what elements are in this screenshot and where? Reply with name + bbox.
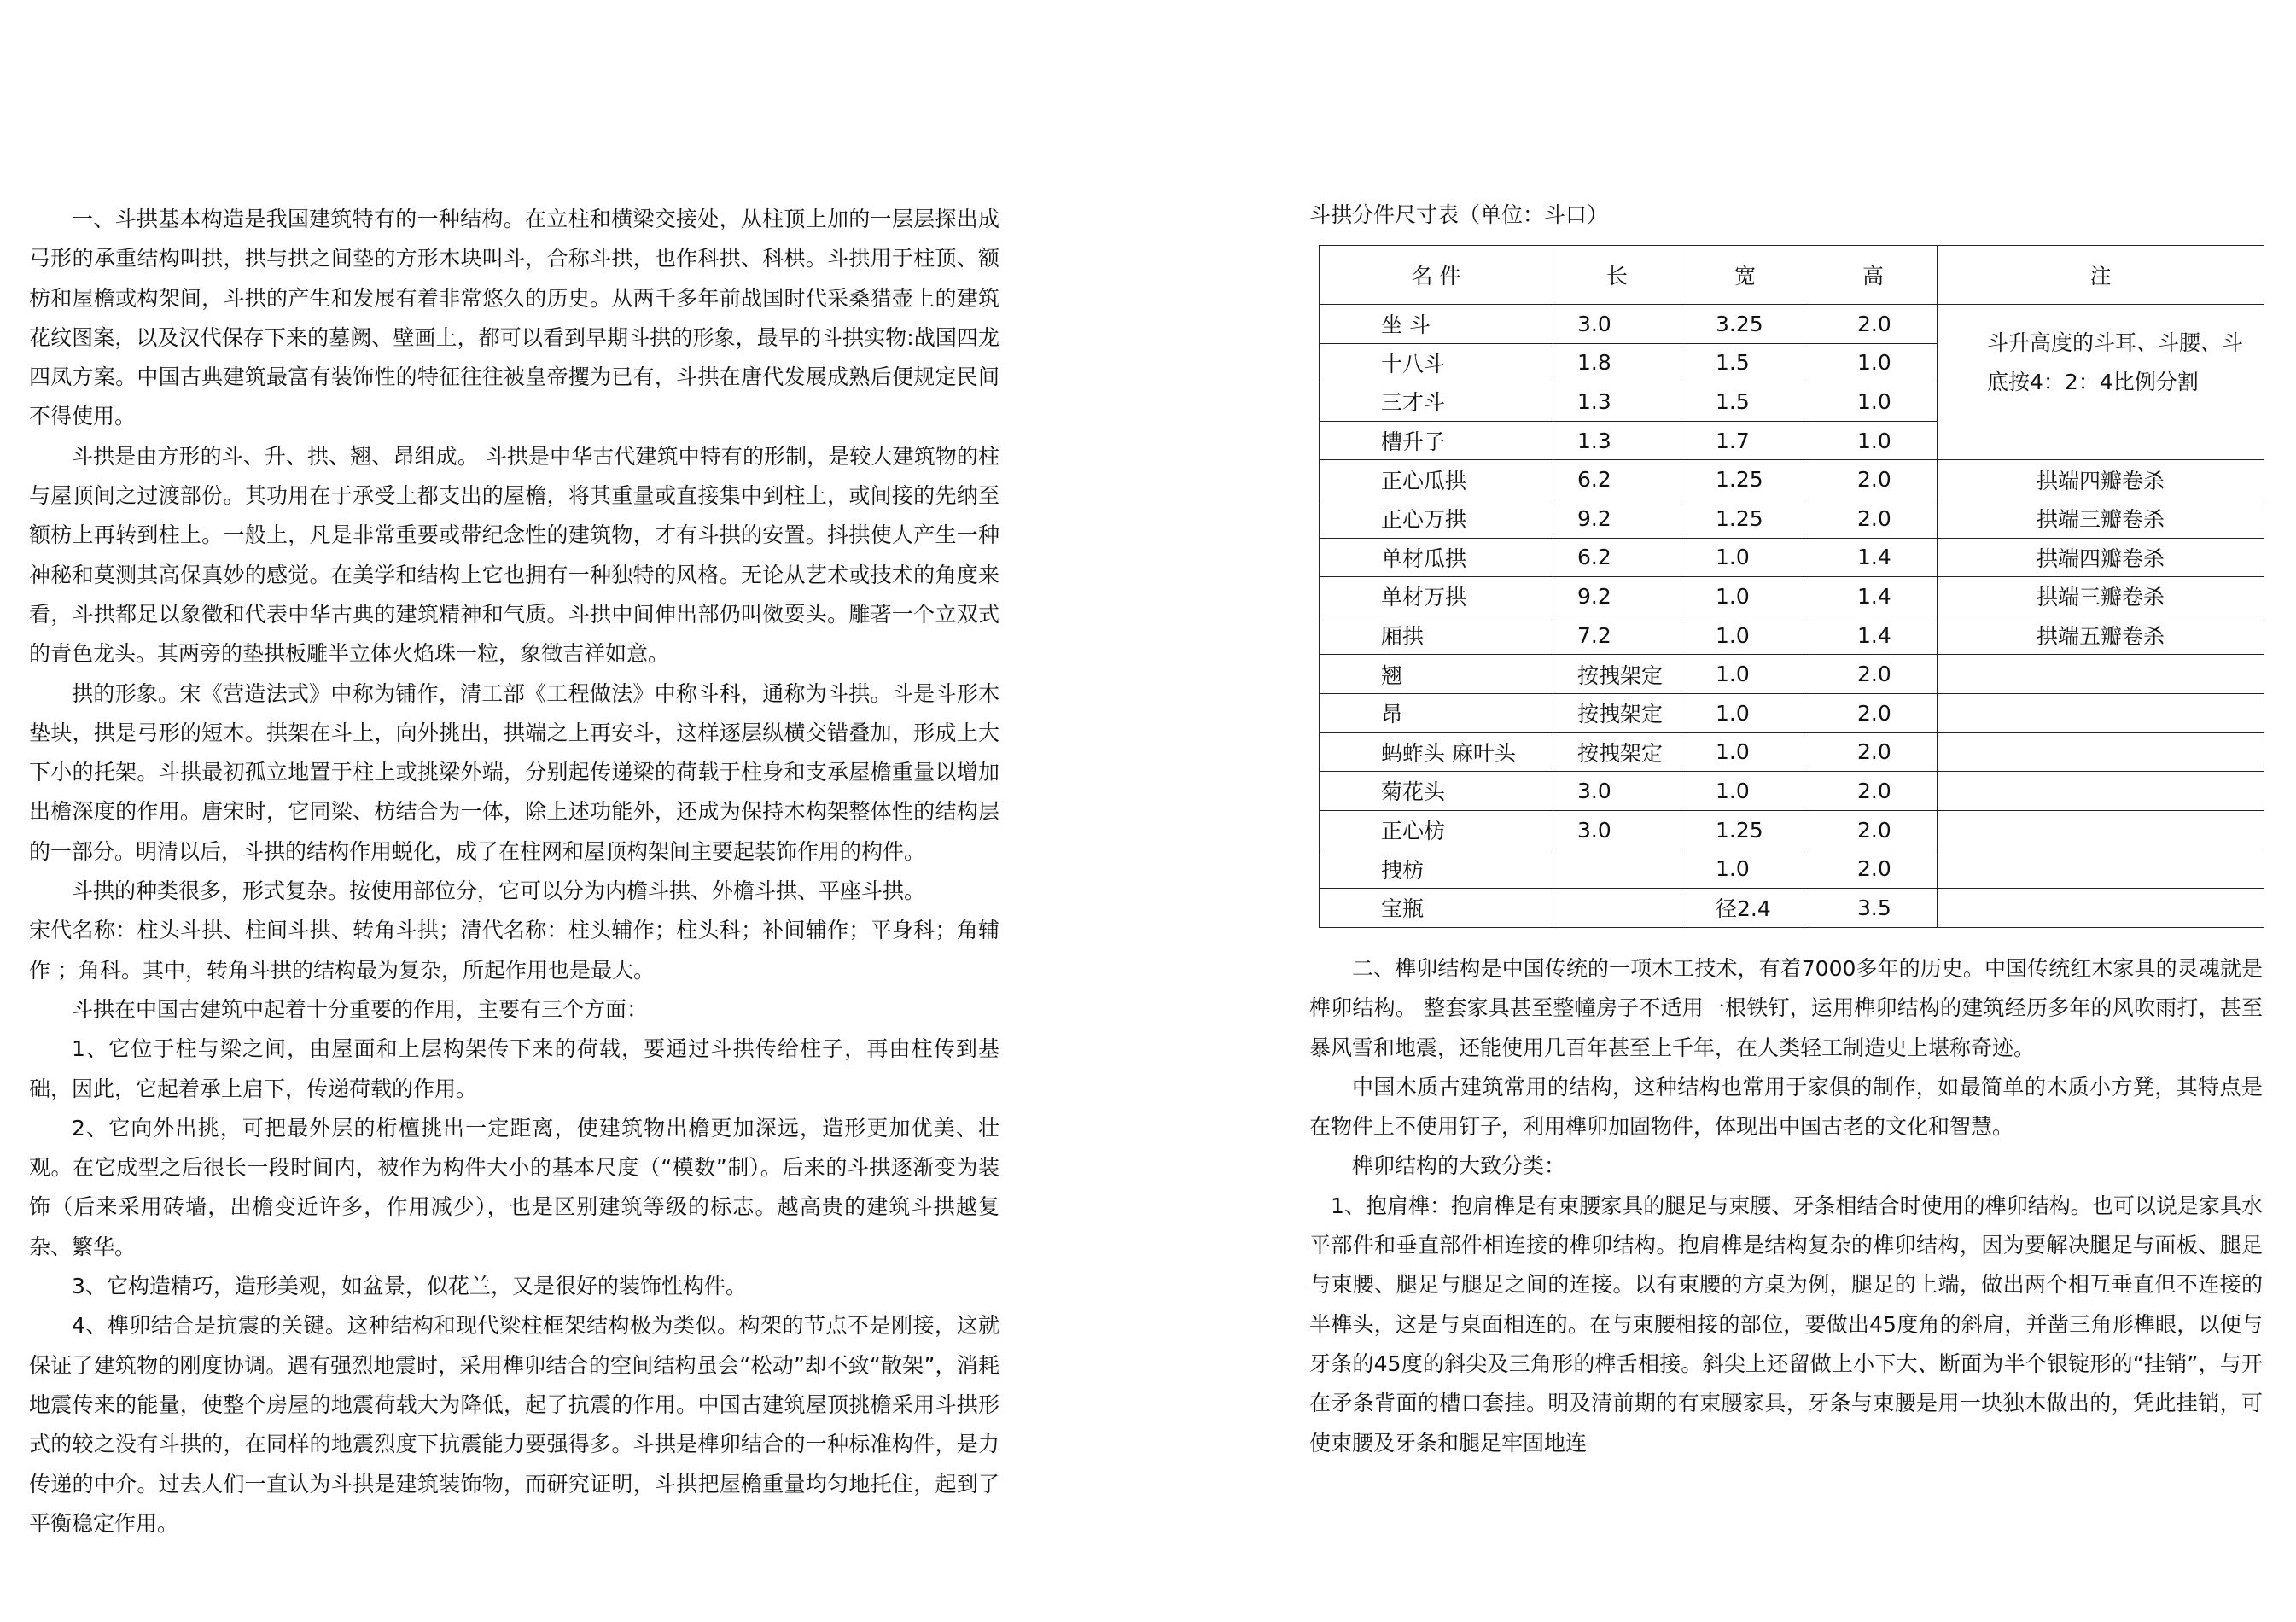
table-row bbox=[1320, 655, 2264, 694]
cell-height: 2.0 bbox=[1809, 499, 1938, 538]
cell-width: 1.0 bbox=[1681, 616, 1809, 655]
cell-width: 1.0 bbox=[1681, 655, 1809, 694]
cell-width: 1.0 bbox=[1681, 577, 1809, 616]
paragraph: 斗拱是由方形的斗、升、拱、翘、昂组成。 斗拱是中华古代建筑中特有的形制，是较大建筑物的柱与屋顶间之过渡部份。其功用在于承受上都支出的屋檐，将其重量或直接集中到柱上，或间接的先纳至额枋上再转到柱上。一般上，凡是非常重要或带纪念性的建筑物，才有斗拱的安置。抖拱使人产生一种神秘和莫测其高保真妙的感觉。在美学和结构上它也拥有一种独特的风格。无论从艺术或技术的角度来看，斗拱都足以象徵和代表中华古典的建筑精神和气质。斗拱中间伸出部仍叫傚耍头。雕著一个立双式的青色龙头。其两旁的垫拱板雕半立体火焰珠一粒，象徵吉祥如意。 bbox=[29, 443, 999, 667]
header-height: 高 bbox=[1809, 246, 1938, 305]
cell-height: 2.0 bbox=[1809, 810, 1938, 849]
table-caption: 斗拱分件尺寸表（单位：斗口） bbox=[1309, 202, 1609, 227]
cell-height: 1.4 bbox=[1809, 577, 1938, 616]
cell-length: 3.0 bbox=[1553, 810, 1681, 849]
header-name: 名 件 bbox=[1320, 246, 1553, 305]
cell-length: 9.2 bbox=[1553, 499, 1681, 538]
cell-length: 按拽架定 bbox=[1553, 732, 1681, 772]
cell-note bbox=[1938, 732, 2264, 772]
cell-name: 正心万拱 bbox=[1320, 499, 1553, 538]
cell-height: 2.0 bbox=[1809, 732, 1938, 772]
table-row bbox=[1320, 849, 2264, 889]
table-row bbox=[1320, 577, 2264, 616]
paragraph: 斗拱的种类很多，形式复杂。按使用部位分，它可以分为内檐斗拱、外檐斗拱、平座斗拱。 bbox=[72, 878, 926, 904]
cell-name: 翘 bbox=[1320, 655, 1553, 694]
cell-height: 1.0 bbox=[1809, 382, 1938, 422]
cell-note: 拱端五瓣卷杀 bbox=[1938, 616, 2264, 655]
cell-width: 1.7 bbox=[1681, 421, 1809, 460]
header-width: 宽 bbox=[1681, 246, 1809, 305]
cell-height: 2.0 bbox=[1809, 655, 1938, 694]
table-row bbox=[1320, 460, 2264, 499]
table-row bbox=[1320, 499, 2264, 538]
paragraph: 3、它构造精巧，造形美观，如盆景，似花兰，又是很好的装饰性构件。 bbox=[72, 1274, 747, 1299]
cell-height: 2.0 bbox=[1809, 849, 1938, 889]
paragraph: 拱的形象。宋《营造法式》中称为铺作，清工部《工程做法》中称斗科，通称为斗拱。斗是斗形木垫块，拱是弓形的短木。拱架在斗上，向外挑出，拱端之上再安斗，这样逐层纵横交错叠加，形成上大下小的托架。斗拱最初孤立地置于柱上或挑梁外端，分别起传递梁的荷载于柱身和支承屋檐重量以增加出檐深度的作用。唐宋时，它同梁、枋结合为一体，除上述功能外，还成为保持木构架整体性的结构层的一部分。明清以后，斗拱的结构作用蜕化，成了在柱网和屋顶构架间主要起装饰作用的构件。 bbox=[29, 680, 999, 864]
header-length: 长 bbox=[1553, 246, 1681, 305]
cell-height: 2.0 bbox=[1809, 460, 1938, 499]
paragraph: 1、抱肩榫：抱肩榫是有束腰家具的腿足与束腰、牙条相结合时使用的榫卯结构。也可以说是家具水平部件和垂直部件相连接的榫卯结构。抱肩榫是结构复杂的榫卯结构，因为要解决腿足与面板、腿足与束腰、腿足与腿足之间的连接。以有束腰的方桌为例，腿足的上端，做出两个相互垂直但不连接的半榫头，这是与桌面相连的。在与束腰相接的部位，要做出45度角的斜肩，并凿三角形榫眼，以便与牙条的45度的斜尖及三角形的榫舌相接。斜尖上还留做上小下大、断面为半个银锭形的“挂销”，与开在矛条背面的槽口套挂。明及清前期的有束腰家具，牙条与束腰是用一块独木做出的，凭此挂销，可使束腰及牙条和腿足牢固地连 bbox=[1309, 1193, 2263, 1456]
paragraph: 一、斗拱基本构造是我国建筑特有的一种结构。在立柱和横梁交接处，从柱顶上加的一层层探出成弓形的承重结构叫拱，拱与拱之间垫的方形木块叫斗，合称斗拱，也作科拱、科栱。斗拱用于柱顶、额枋和屋檐或构架间，斗拱的产生和发展有着非常悠久的历史。从两千多年前战国时代采桑猎壶上的建筑花纹图案，以及汉代保存下来的墓阙、壁画上，都可以看到早期斗拱的形象，最早的斗拱实物:战国四龙四凤方案。中国古典建筑最富有装饰性的特征往往被皇帝攫为已有，斗拱在唐代发展成熟后便规定民间不得使用。 bbox=[29, 207, 999, 429]
paragraph: 2、它向外出挑，可把最外层的桁檀挑出一定距离，使建筑物出檐更加深远，造形更加优美、壮观。在它成型之后很长一段时间内，被作为构件大小的基本尺度（“模数”制）。后来的斗拱逐渐变为装饰（后来采用砖墙，出檐变近许多，作用减少），也是区别建筑等级的标志。越高贵的建筑斗拱越复杂、繁华。 bbox=[29, 1115, 999, 1259]
cell-note: 拱端三瓣卷杀 bbox=[1938, 499, 2264, 538]
cell-note-merged: 斗升高度的斗耳、斗腰、斗底按4：2：4比例分割 bbox=[1938, 305, 2264, 460]
cell-width: 1.0 bbox=[1681, 772, 1809, 811]
header-note: 注 bbox=[1938, 246, 2264, 305]
cell-length bbox=[1553, 849, 1681, 889]
cell-length: 3.0 bbox=[1553, 305, 1681, 344]
paragraph: 榫卯结构的大致分类： bbox=[1352, 1153, 1566, 1179]
table-row bbox=[1320, 538, 2264, 577]
cell-length: 1.8 bbox=[1553, 343, 1681, 382]
cell-width: 1.0 bbox=[1681, 693, 1809, 732]
cell-note: 拱端四瓣卷杀 bbox=[1938, 538, 2264, 577]
cell-height: 1.0 bbox=[1809, 421, 1938, 460]
cell-width: 1.5 bbox=[1681, 343, 1809, 382]
cell-name: 拽枋 bbox=[1320, 849, 1553, 889]
cell-length: 按拽架定 bbox=[1553, 655, 1681, 694]
cell-width: 1.0 bbox=[1681, 849, 1809, 889]
cell-note: 拱端四瓣卷杀 bbox=[1938, 460, 2264, 499]
paragraph: 斗拱在中国古建筑中起着十分重要的作用，主要有三个方面： bbox=[72, 996, 649, 1022]
cell-name: 蚂蚱头 麻叶头 bbox=[1320, 732, 1553, 772]
table-row bbox=[1320, 888, 2264, 927]
cell-note bbox=[1938, 849, 2264, 889]
cell-length bbox=[1553, 888, 1681, 927]
paragraph: 1、它位于柱与梁之间，由屋面和上层构架传下来的荷载，要通过斗拱传给柱子，再由柱传到基础，因此，它起着承上启下，传递荷载的作用。 bbox=[29, 1036, 999, 1101]
table-row bbox=[1320, 693, 2264, 732]
cell-name: 单材万拱 bbox=[1320, 577, 1553, 616]
cell-height: 2.0 bbox=[1809, 693, 1938, 732]
cell-width: 1.0 bbox=[1681, 538, 1809, 577]
cell-name: 厢拱 bbox=[1320, 616, 1553, 655]
cell-name: 宝瓶 bbox=[1320, 888, 1553, 927]
paragraph: 4、榫卯结合是抗震的关键。这种结构和现代梁柱框架结构极为类似。构架的节点不是刚接，这就保证了建筑物的刚度协调。遇有强烈地震时，采用榫卯结合的空间结构虽会“松动”却不致“散架”，消耗地震传来的能量，使整个房屋的地震荷载大为降低，起了抗震的作用。中国古建筑屋顶挑檐采用斗拱形式的较之没有斗拱的，在同样的地震烈度下抗震能力要强得多。斗拱是榫卯结合的一种标准构件，是力传递的中介。过去人们一直认为斗拱是建筑装饰物，而研究证明，斗拱把屋檐重量均匀地托住，起到了平衡稳定作用。 bbox=[29, 1313, 999, 1536]
cell-height: 1.4 bbox=[1809, 616, 1938, 655]
cell-width: 径2.4 bbox=[1681, 888, 1809, 927]
cell-width: 3.25 bbox=[1681, 305, 1809, 344]
cell-name: 正心枋 bbox=[1320, 810, 1553, 849]
cell-note bbox=[1938, 810, 2264, 849]
cell-name: 菊花头 bbox=[1320, 772, 1553, 811]
cell-name: 坐 斗 bbox=[1320, 305, 1553, 344]
table-row bbox=[1320, 810, 2264, 849]
cell-note bbox=[1938, 772, 2264, 811]
cell-length: 9.2 bbox=[1553, 577, 1681, 616]
right-text-column bbox=[1309, 949, 2263, 1463]
cell-name: 正心瓜拱 bbox=[1320, 460, 1553, 499]
cell-name: 单材瓜拱 bbox=[1320, 538, 1553, 577]
paragraph: 中国木质古建筑常用的结构，这种结构也常用于家俱的制作，如最简单的木质小方凳，其特点是在物件上不使用钉子，利用榫卯加固物件，体现出中国古老的文化和智慧。 bbox=[1309, 1074, 2263, 1140]
table-row bbox=[1320, 732, 2264, 772]
cell-height: 2.0 bbox=[1809, 772, 1938, 811]
cell-height: 1.4 bbox=[1809, 538, 1938, 577]
cell-note bbox=[1938, 693, 2264, 732]
cell-length: 按拽架定 bbox=[1553, 693, 1681, 732]
cell-width: 1.25 bbox=[1681, 499, 1809, 538]
cell-length: 6.2 bbox=[1553, 460, 1681, 499]
cell-note bbox=[1938, 655, 2264, 694]
cell-length: 3.0 bbox=[1553, 772, 1681, 811]
cell-width: 1.25 bbox=[1681, 460, 1809, 499]
left-text-column bbox=[29, 200, 999, 1543]
cell-note bbox=[1938, 888, 2264, 927]
cell-length: 1.3 bbox=[1553, 382, 1681, 422]
table-row bbox=[1320, 616, 2264, 655]
paragraph: 二、榫卯结构是中国传统的一项木工技术，有着7000多年的历史。中国传统红木家具的灵魂就是榫卯结构。 整套家具甚至整幢房子不适用一根铁钉，运用榫卯结构的建筑经历多年的风吹雨打，甚至暴风雪和地震，还能使用几百年甚至上千年，在人类轻工制造史上堪称奇迹。 bbox=[1309, 956, 2263, 1060]
paragraph: 宋代名称：柱头斗拱、柱间斗拱、转角斗拱；清代名称：柱头辅作；柱头科；补间辅作；平身科；角辅作 ；角科。其中，转角斗拱的结构最为复杂，所起作用也是最大。 bbox=[29, 918, 999, 983]
cell-note: 拱端三瓣卷杀 bbox=[1938, 577, 2264, 616]
cell-height: 2.0 bbox=[1809, 305, 1938, 344]
cell-width: 1.5 bbox=[1681, 382, 1809, 422]
cell-length: 1.3 bbox=[1553, 421, 1681, 460]
cell-width: 1.25 bbox=[1681, 810, 1809, 849]
dimension-table bbox=[1319, 245, 2264, 928]
cell-name: 昂 bbox=[1320, 693, 1553, 732]
table-row bbox=[1320, 305, 2264, 344]
cell-height: 3.5 bbox=[1809, 888, 1938, 927]
cell-name: 三才斗 bbox=[1320, 382, 1553, 422]
cell-height: 1.0 bbox=[1809, 343, 1938, 382]
cell-length: 6.2 bbox=[1553, 538, 1681, 577]
cell-name: 十八斗 bbox=[1320, 343, 1553, 382]
table-row bbox=[1320, 772, 2264, 811]
cell-width: 1.0 bbox=[1681, 732, 1809, 772]
cell-name: 槽升子 bbox=[1320, 421, 1553, 460]
cell-length: 7.2 bbox=[1553, 616, 1681, 655]
table-header-row bbox=[1320, 246, 2264, 305]
